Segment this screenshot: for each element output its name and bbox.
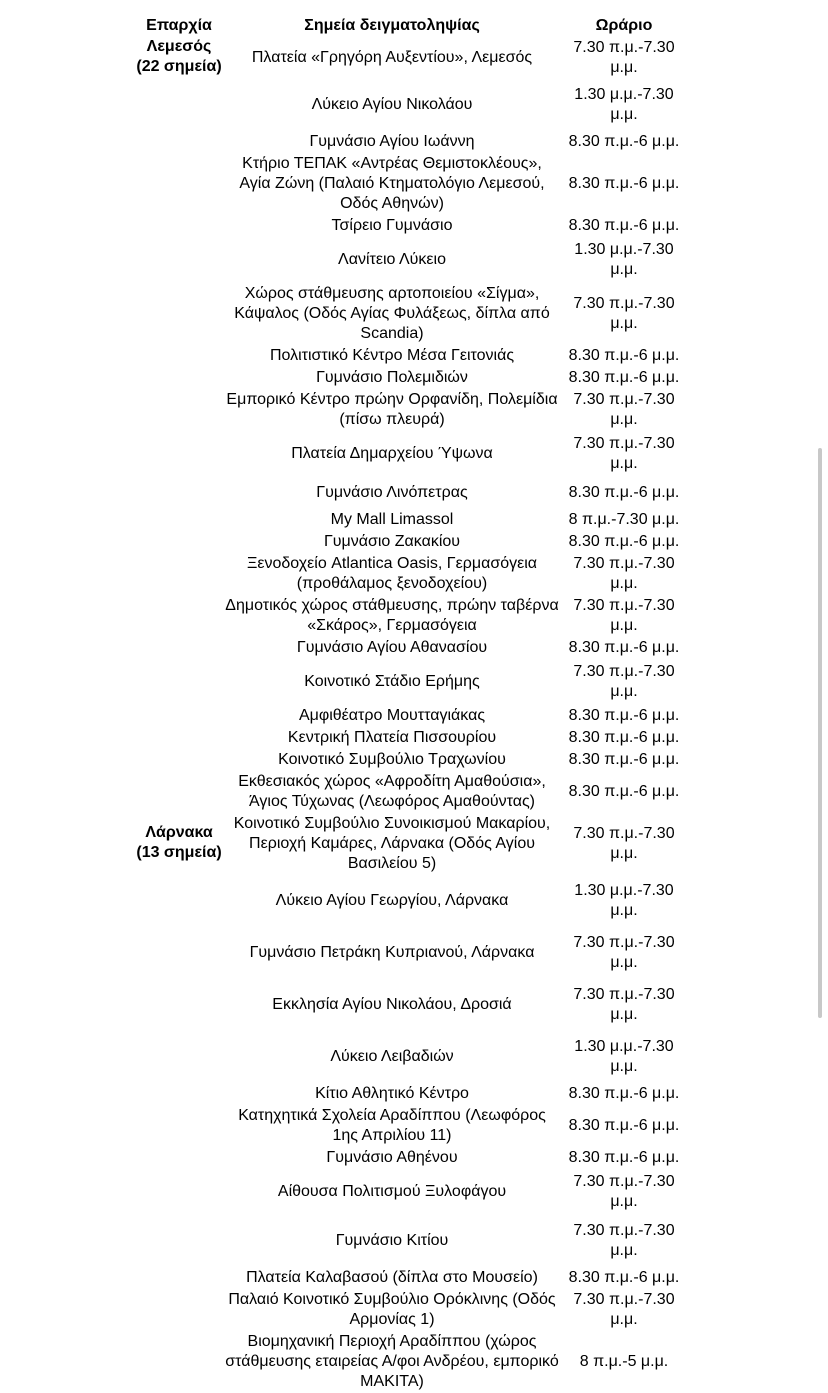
hours-cell: 8.30 π.μ.-6 μ.μ. [568,175,680,192]
sampling-site-cell: Κοινοτικό Συμβούλιο Συνοικισμού Μακαρίου, Περιοχή Καμάρες, Λάρνακα (Οδός Αγίου Βασιλείου 5) [233,815,551,872]
table-body [133,37,689,1393]
sampling-site-cell: Εκκλησία Αγίου Νικολάου, Δροσιά [272,996,512,1013]
hours-cell: 8.30 π.μ.-6 μ.μ. [568,1269,680,1286]
sampling-site-cell: Λύκειο Λειβαδιών [330,1048,454,1065]
sampling-site-cell: My Mall Limassol [330,511,454,528]
hours-cell: 7.30 π.μ.-7.30 μ.μ. [573,1173,675,1210]
hours-cell: 8.30 π.μ.-6 μ.μ. [568,707,680,724]
district-name: Λεμεσός [146,38,212,55]
scrollbar-thumb[interactable] [818,448,822,1018]
sampling-site-cell: Γυμνάσιο Κιτίου [335,1232,449,1249]
sampling-site-cell: Αμφιθέατρο Μουτταγιάκας [298,707,486,724]
sampling-site-cell: Πλατεία «Γρηγόρη Αυξεντίου», Λεμεσός [251,49,533,66]
hours-cell: 8.30 π.μ.-6 μ.μ. [568,347,680,364]
sampling-site-cell: Βιομηχανική Περιοχή Αραδίππου (χώρος στάθμευσης εταιρείας Α/φοι Ανδρέου, εμπορικό ΜΑΚΙΤΑ) [225,1333,559,1390]
hours-cell: 8.30 π.μ.-6 μ.μ. [568,1149,680,1166]
hours-cell: 7.30 π.μ.-7.30 μ.μ. [573,663,675,700]
sampling-site-cell: Αίθουσα Πολιτισμού Ξυλοφάγου [277,1183,507,1200]
hours-cell: 7.30 π.μ.-7.30 μ.μ. [573,295,675,332]
sampling-site-cell: Πλατεία Δημαρχείου Ύψωνα [291,445,493,462]
hours-cell: 1.30 μ.μ.-7.30 μ.μ. [574,86,674,123]
hours-cell: 7.30 π.μ.-7.30 μ.μ. [573,1222,675,1259]
district-count: (13 σημεία) [136,844,222,861]
hours-cell: 8.30 π.μ.-6 μ.μ. [568,639,680,656]
hours-cell: 7.30 π.μ.-7.30 μ.μ. [573,825,675,862]
sampling-site-cell: Γυμνάσιο Αθηένου [326,1149,458,1166]
hours-cell: 7.30 π.μ.-7.30 μ.μ. [573,555,675,592]
district-cell [133,37,225,813]
hours-cell: 8.30 π.μ.-6 μ.μ. [568,729,680,746]
sampling-site-cell: Κεντρική Πλατεία Πισσουρίου [287,729,497,746]
hours-cell: 8.30 π.μ.-6 μ.μ. [568,484,680,501]
sampling-site-cell: Λύκειο Αγίου Γεωργίου, Λάρνακα [275,892,509,909]
hours-cell: 8.30 π.μ.-6 μ.μ. [568,369,680,386]
hours-cell: 7.30 π.μ.-7.30 μ.μ. [573,1291,675,1328]
sampling-site-cell: Λανίτειο Λύκειο [338,251,446,268]
hours-cell: 8.30 π.μ.-6 μ.μ. [568,1117,680,1134]
table-row [133,37,689,79]
hours-cell: 8 π.μ.-7.30 μ.μ. [568,511,680,528]
sampling-site-cell: Λύκειο Αγίου Νικολάου [311,96,473,113]
sampling-site-cell: Πολιτιστικό Κέντρο Μέσα Γειτονιάς [269,347,515,364]
district-cell [133,813,225,1393]
header-hours: Ωράριο [595,17,653,34]
hours-cell: 7.30 π.μ.-7.30 μ.μ. [573,435,675,472]
sampling-site-cell: Γυμνάσιο Αγίου Αθανασίου [296,639,488,656]
hours-cell: 8.30 π.μ.-6 μ.μ. [568,133,680,150]
hours-cell: 7.30 π.μ.-7.30 μ.μ. [573,986,675,1023]
hours-cell: 8 π.μ.-5 μ.μ. [579,1353,669,1370]
hours-cell: 8.30 π.μ.-6 μ.μ. [568,533,680,550]
sampling-site-cell: Ξενοδοχείο Atlantica Oasis, Γερμασόγεια (προθάλαμος ξενοδοχείου) [246,555,538,592]
hours-cell: 1.30 μ.μ.-7.30 μ.μ. [574,1038,674,1075]
sampling-site-cell: Κοινοτικό Συμβούλιο Τραχωνίου [278,751,506,768]
sampling-site-cell: Γυμνάσιο Πολεμιδιών [316,369,468,386]
hours-cell: 1.30 μ.μ.-7.30 μ.μ. [574,882,674,919]
header-row [133,14,689,37]
sampling-site-cell: Παλαιό Κοινοτικό Συμβούλιο Ορόκλινης (Οδός Αρμονίας 1) [228,1291,556,1328]
hours-cell: 7.30 π.μ.-7.30 μ.μ. [573,391,675,428]
district-name: Λάρνακα [145,824,213,841]
sampling-site-cell: Εμπορικό Κέντρο πρώην Ορφανίδη, Πολεμίδια (πίσω πλευρά) [226,391,558,428]
sampling-site-cell: Γυμνάσιο Πετράκη Κυπριανού, Λάρνακα [249,944,535,961]
sampling-site-cell: Γυμνάσιο Αγίου Ιωάννη [309,133,475,150]
sampling-site-cell: Γυμνάσιο Λινόπετρας [316,484,468,501]
header-district: Επαρχία [146,17,212,34]
hours-cell: 7.30 π.μ.-7.30 μ.μ. [573,934,675,971]
district-count: (22 σημεία) [136,58,222,75]
sampling-site-cell: Κτήριο ΤΕΠΑΚ «Αντρέας Θεμιστοκλέους», Αγία Ζώνη (Παλαιό Κτηματολόγιο Λεμεσού, Οδός Αθηνών) [239,155,545,212]
hours-cell: 7.30 π.μ.-7.30 μ.μ. [573,39,675,76]
sampling-sites-table [133,14,689,1393]
header-site: Σημεία δειγματοληψίας [304,17,480,34]
sampling-site-cell: Γυμνάσιο Ζακακίου [323,533,461,550]
hours-cell: 8.30 π.μ.-6 μ.μ. [568,1085,680,1102]
hours-cell: 1.30 μ.μ.-7.30 μ.μ. [574,241,674,278]
table-row [133,813,689,875]
hours-cell: 8.30 π.μ.-6 μ.μ. [568,217,680,234]
sampling-site-cell: Εκθεσιακός χώρος «Αφροδίτη Αμαθούσια», Άγιος Τύχωνας (Λεωφόρος Αμαθούντας) [238,773,546,810]
hours-cell: 8.30 π.μ.-6 μ.μ. [568,751,680,768]
sampling-site-cell: Δημοτικός χώρος στάθμευσης, πρώην ταβέρνα «Σκάρος», Γερμασόγεια [225,597,559,634]
hours-cell: 7.30 π.μ.-7.30 μ.μ. [573,597,675,634]
hours-cell: 8.30 π.μ.-6 μ.μ. [568,783,680,800]
sampling-site-cell: Κατηχητικά Σχολεία Αραδίππου (Λεωφόρος 1ης Απριλίου 11) [238,1107,546,1144]
sampling-site-cell: Πλατεία Καλαβασού (δίπλα στο Μουσείο) [246,1269,538,1286]
sampling-site-cell: Κίτιο Αθλητικό Κέντρο [315,1085,469,1102]
sampling-site-cell: Χώρος στάθμευσης αρτοποιείου «Σίγμα», Κάψαλος (Οδός Αγίας Φυλάξεως, δίπλα από Scandia) [234,285,550,342]
sampling-site-cell: Κοινοτικό Στάδιο Ερήμης [304,673,480,690]
sampling-site-cell: Τσίρειο Γυμνάσιο [331,217,453,234]
